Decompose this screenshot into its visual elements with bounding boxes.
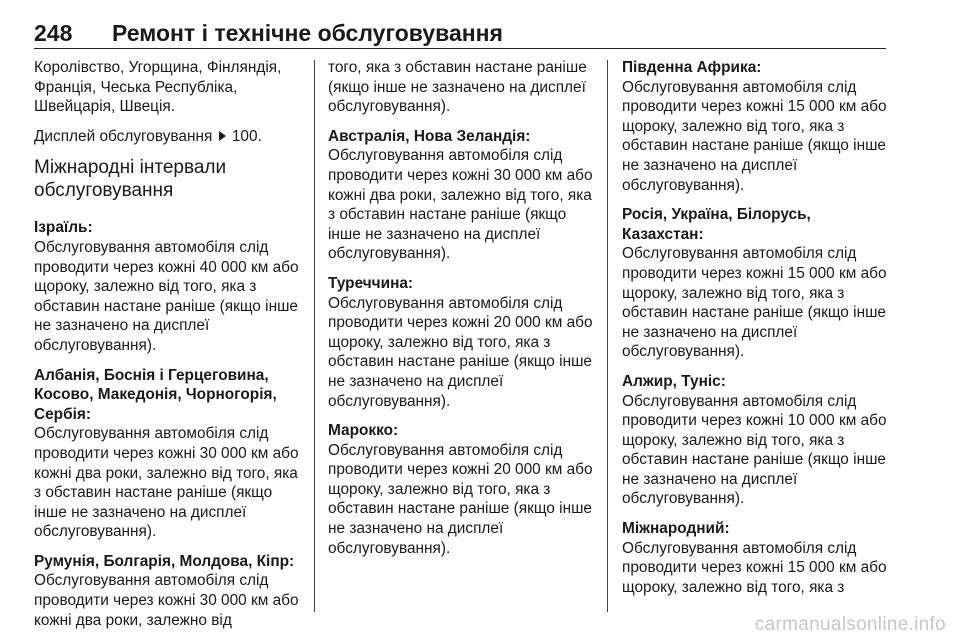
display-ref-text: Дисплей обслуговування bbox=[34, 127, 213, 145]
continued-text: того, яка з обставин настане раніше (якщо інше не зазначено на дисплеї обслуговування). bbox=[328, 59, 587, 116]
column-1 bbox=[34, 58, 302, 640]
display-reference bbox=[34, 127, 302, 147]
region-body-australia: Обслуговування автомобіля слід проводити через кожні 30 000 км або кожні два роки, залежно від того, яка з обставин настане раніше (якщо інше не зазначено на дисплеї обслуговування). bbox=[328, 147, 593, 263]
region-title-romania: Румунія, Болгарія, Молдова, Кіпр: bbox=[34, 552, 295, 570]
region-body-algeria: Обслуговування автомобіля слід проводити через кожні 10 000 км або щороку, залежно від того, яка з обставин настане раніше (якщо інше не зазначено на дисплеї обслуговування). bbox=[622, 392, 887, 508]
region-title-australia: Австралія, Нова Зеландія: bbox=[328, 127, 531, 145]
page-number: 248 bbox=[34, 20, 73, 46]
region-body-russia: Обслуговування автомобіля слід проводити через кожні 15 000 км або щороку, залежно від того, яка з обставин настане раніше (якщо інше не зазначено на дисплеї обслуговування). bbox=[622, 245, 887, 361]
region-body-turkey: Обслуговування автомобіля слід проводити через кожні 20 000 км або щороку, залежно від того, яка з обставин настане раніше (якщо інше не зазначено на дисплеї обслуговування). bbox=[328, 294, 593, 410]
page-title: Ремонт і технічне обслуговування bbox=[112, 20, 503, 46]
region-title-south-africa: Південна Африка: bbox=[622, 59, 762, 76]
region-title-international: Міжнародний: bbox=[622, 520, 730, 538]
region-title-algeria: Алжир, Туніс: bbox=[622, 372, 726, 390]
region-body-international: Обслуговування автомобіля слід проводити через кожні 15 000 км або щороку, залежно від того, яка з bbox=[622, 539, 887, 596]
region-title-morocco: Марокко: bbox=[328, 422, 399, 440]
column-2 bbox=[328, 58, 596, 568]
page-header bbox=[34, 14, 886, 49]
column-3 bbox=[622, 58, 890, 607]
region-title-russia: Росія, Україна, Білорусь, Казахстан: bbox=[622, 206, 811, 243]
region-title-balkans: Албанія, Боснія і Герцеговина, Косово, Македонія, Чорногорія, Сербія: bbox=[34, 366, 277, 423]
page-ref-arrow-icon bbox=[219, 131, 226, 141]
region-body-romania: Обслуговування автомобіля слід проводити через кожні 30 000 км або кожні два роки, залежно від bbox=[34, 572, 299, 629]
section-heading: Міжнародні інтервали обслуговування bbox=[34, 157, 227, 202]
region-body-israel: Обслуговування автомобіля слід проводити через кожні 40 000 км або щороку, залежно від того, яка з обставин настане раніше (якщо інше не зазначено на дисплеї обслуговування). bbox=[34, 238, 299, 354]
region-title-israel: Ізраїль: bbox=[34, 219, 93, 237]
column-divider bbox=[314, 60, 315, 612]
column-divider bbox=[607, 60, 608, 612]
watermark: carmanualsonline.info bbox=[754, 614, 946, 635]
display-ref-page[interactable]: 100. bbox=[231, 127, 262, 145]
region-body-south-africa: Обслуговування автомобіля слід проводити через кожні 15 000 км або щороку, залежно від того, яка з обставин настане раніше (якщо інше не зазначено на дисплеї обслуговування). bbox=[622, 78, 887, 194]
region-title-turkey: Туреччина: bbox=[328, 274, 414, 292]
region-body-balkans: Обслуговування автомобіля слід проводити через кожні 30 000 км або кожні два роки, залежно від того, яка з обставин настане раніше (якщо інше не зазначено на дисплеї обслуговування). bbox=[34, 425, 299, 541]
intro-text: Королівство, Угорщина, Фінляндія, Франція, Чеська Республіка, Швейцарія, Швеція. bbox=[34, 59, 282, 116]
region-body-morocco: Обслуговування автомобіля слід проводити через кожні 20 000 км або щороку, залежно від того, яка з обставин настане раніше (якщо інше не зазначено на дисплеї обслуговування). bbox=[328, 441, 593, 557]
